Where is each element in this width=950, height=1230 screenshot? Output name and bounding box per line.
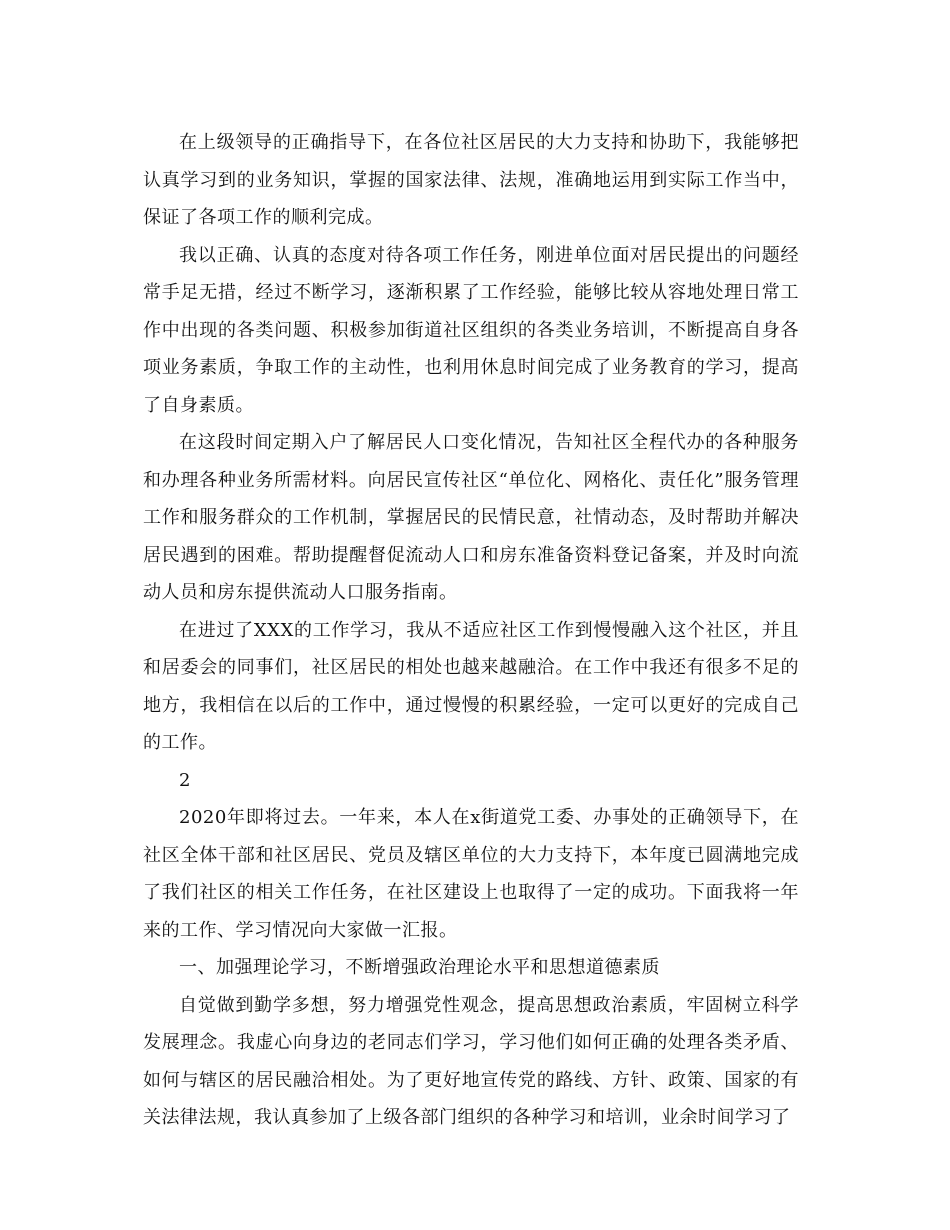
paragraph: 在进过了XXX的工作学习，我从不适应社区工作到慢慢融入这个社区，并且和居委会的同事们，社区居民的相处也越来越融洽。在工作中我还有很多不足的地方，我相信在以后的工作中，通过慢慢的积累经验，一定可以更好的完成自己的工作。 — [143, 619, 799, 753]
paragraph: 在这段时间定期入户了解居民人口变化情况，告知社区全程代办的各种服务和办理各种业务所需材料。向居民宣传社区“单位化、网格化、责任化”服务管理工作和服务群众的工作机制，掌握居民的民情民意，社情动态，及时帮助并解决居民遇到的困难。帮助提醒督促流动人口和房东准备资料登记备案，并及时向流动人员和房东提供流动人口服务指南。 — [143, 432, 799, 603]
section-heading: 一、加强理论学习，不断增强政治理论水平和思想道德素质 — [179, 957, 660, 978]
paragraph: 自觉做到勤学多想，努力增强党性观念，提高思想政治素质，牢固树立科学发展理念。我虚心向身边的老同志们学习，学习他们如何正确的处理各类矛盾、如何与辖区的居民融洽相处。为了更好地宣传党的路线、方针、政策、国家的有关法律法规，我认真参加了上级各部门组织的各种学习和培训，业余时间学习了 — [143, 994, 799, 1128]
section-number: 2 — [179, 769, 191, 791]
paragraph: 2020年即将过去。一年来，本人在x街道党工委、办事处的正确领导下，在社区全体干部和社区居民、党员及辖区单位的大力支持下，本年度已圆满地完成了我们社区的相关工作任务，在社区建设上也取得了一定的成功。下面我将一年来的工作、学习情况向大家做一汇报。 — [143, 807, 799, 941]
document-body — [143, 124, 799, 1137]
paragraph: 我以正确、认真的态度对待各项工作任务，刚进单位面对居民提出的问题经常手足无措，经过不断学习，逐渐积累了工作经验，能够比较从容地处理日常工作中出现的各类问题、积极参加街道社区组织的各类业务培训，不断提高自身各项业务素质，争取工作的主动性，也利用休息时间完成了业务教育的学习，提高了自身素质。 — [143, 244, 799, 416]
paragraph: 在上级领导的正确指导下，在各位社区居民的大力支持和协助下，我能够把认真学习到的业务知识，掌握的国家法律、法规，准确地运用到实际工作当中，保证了各项工作的顺利完成。 — [143, 132, 799, 228]
